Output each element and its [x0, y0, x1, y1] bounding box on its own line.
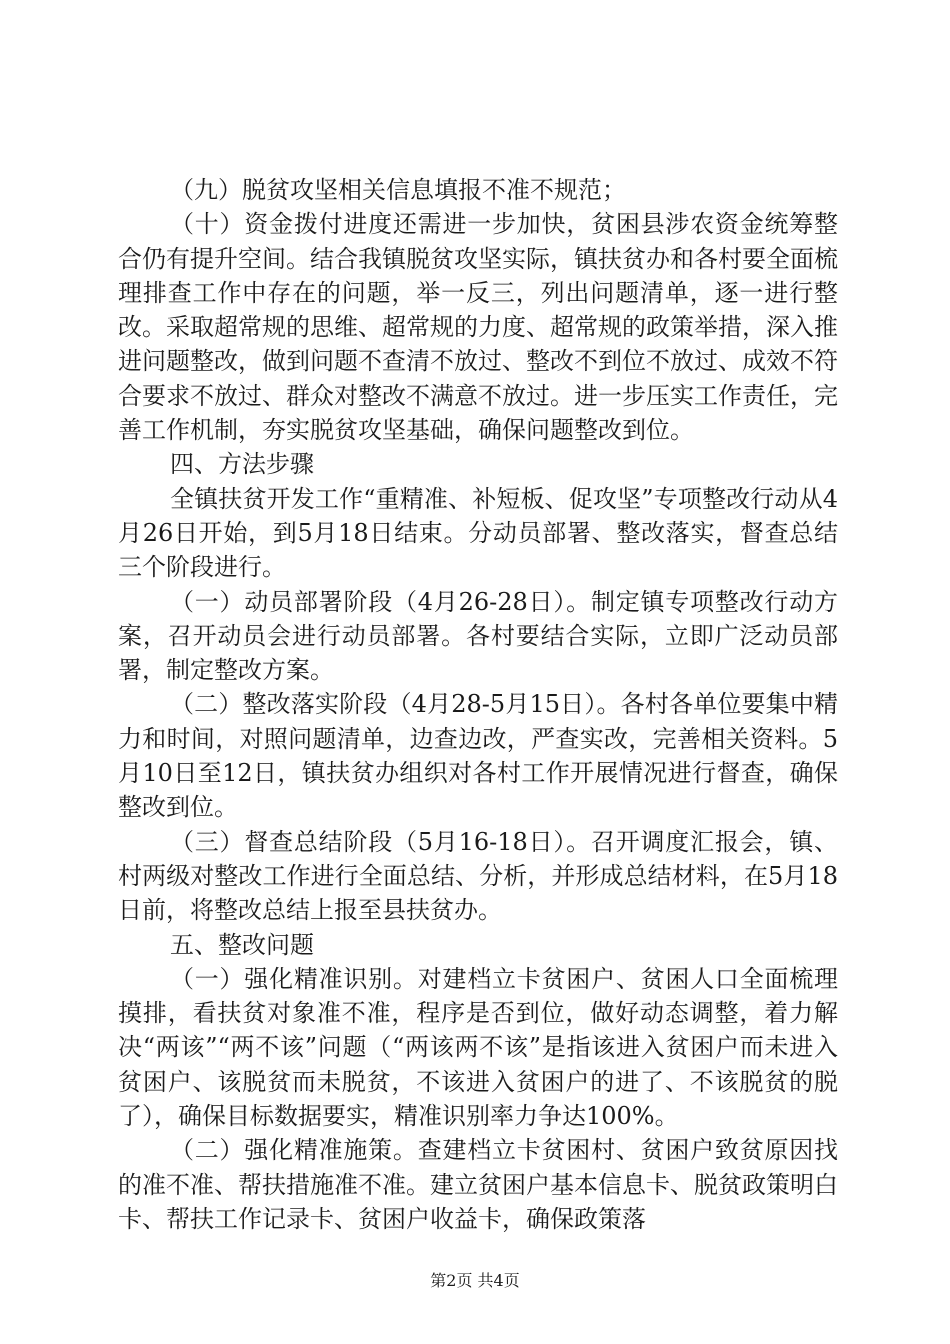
paragraph: （九）脱贫攻坚相关信息填报不准不规范； [170, 176, 626, 204]
paragraph: （十）资金拨付进度还需进一步加快，贫困县涉农资金统筹整合仍有提升空间。结合我镇脱贫攻坚实际，镇扶贫办和各村要全面梳理排查工作中存在的问题，举一反三，列出问题清单，逐一进行整改。采取超常规的思维、超常规的力度、超常规的政策举措，深入推进问题整改，做到问题不查清不放过、整改不到位不放过、成效不符合要求不放过、群众对整改不满意不放过。进一步压实工作责任，完善工作机制，夯实脱贫攻坚基础，确保问题整改到位。 [118, 210, 838, 445]
paragraph: 全镇扶贫开发工作“重精准、补短板、促攻坚”专项整改行动从4月26日开始，到5月18日结束。分动员部署、整改落实，督查总结三个阶段进行。 [118, 484, 838, 582]
page-footer: 第2页 共4页 [430, 1271, 520, 1290]
section-heading: 四、方法步骤 [170, 450, 314, 479]
paragraph: （二）整改落实阶段（4月28-5月15日）。各村各单位要集中精力和时间，对照问题清单，边查边改，严查实改，完善相关资料。5月10日至12日，镇扶贫办组织对各村工作开展情况进行督查，确保整改到位。 [118, 690, 838, 822]
paragraph: （三）督查总结阶段（5月16-18日）。召开调度汇报会，镇、村两级对整改工作进行全面总结、分析，并形成总结材料，在5月18日前，将整改总结上报至县扶贫办。 [118, 827, 838, 925]
paragraph: （二）强化精准施策。查建档立卡贫困村、贫困户致贫原因找的准不准、帮扶措施准不准。建立贫困户基本信息卡、脱贫政策明白卡、帮扶工作记录卡、贫困户收益卡，确保政策落 [118, 1136, 838, 1233]
paragraph: （一）强化精准识别。对建档立卡贫困户、贫困人口全面梳理摸排，看扶贫对象准不准，程序是否到位，做好动态调整，着力解决“两该”“两不该”问题（“两该两不该”是指该进入贫困户而未进入贫困户、该脱贫而未脱贫，不该进入贫困户的进了、不该脱贫的脱了），确保目标数据要实，精准识别率力争达100%。 [118, 964, 838, 1131]
document-body [118, 173, 838, 1236]
section-heading: 五、整改问题 [170, 930, 314, 959]
paragraph: （一）动员部署阶段（4月26-28日）。制定镇专项整改行动方案，召开动员会进行动员部署。各村要结合实际，立即广泛动员部署，制定整改方案。 [118, 587, 838, 685]
